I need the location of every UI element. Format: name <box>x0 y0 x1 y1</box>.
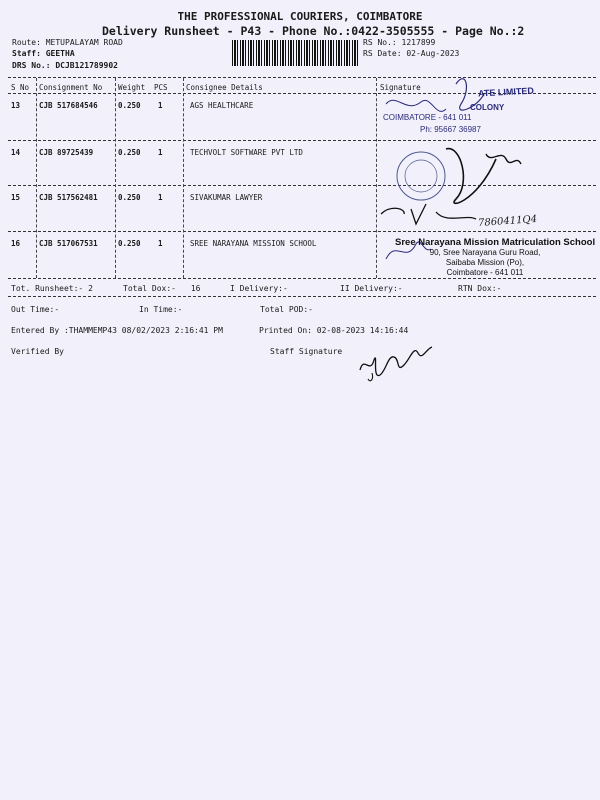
col-header-signature: Signature <box>380 83 421 92</box>
table-row-weight: 0.250 <box>118 148 141 157</box>
col-header-pcs: PCS <box>154 83 168 92</box>
route-value: METUPALAYAM ROAD <box>45 38 123 47</box>
rs-no-row <box>363 38 435 47</box>
table-row-weight: 0.250 <box>118 193 141 202</box>
col-header-consignee: Consignee Details <box>186 83 263 92</box>
school-stamp-addr3: Coimbatore - 641 011 <box>446 268 524 277</box>
school-stamp <box>395 237 596 278</box>
out-time-label: Out Time:- <box>11 305 60 314</box>
handwritten-phone: 7860411Q4 <box>477 213 538 230</box>
staff-value: GEETHA <box>45 49 75 58</box>
table-row-sno: 13 <box>11 101 21 110</box>
school-stamp-name: Sree Narayana Mission Matriculation School <box>395 237 596 248</box>
entered-by: Entered By :THAMMEMP43 08/02/2023 2:16:41 PM <box>11 326 223 335</box>
total-dox <box>123 284 200 293</box>
table-row-sno: 16 <box>11 239 21 248</box>
total-dox-label: Total Dox:- <box>123 284 176 293</box>
table-row-sno: 15 <box>11 193 21 202</box>
drs-label: DRS No.: <box>12 61 51 70</box>
school-stamp-addr2: Saibaba Mission (Po), <box>445 258 525 267</box>
table-row-consignee: AGS HEALTHCARE <box>190 101 254 110</box>
table-row-consignee: SIVAKUMAR LAWYER <box>190 193 263 202</box>
table-row-consignee: TECHVOLT SOFTWARE PVT LTD <box>190 148 303 157</box>
tot-runsheet-value: 2 <box>88 284 93 293</box>
verified-by: Verified By <box>11 347 64 356</box>
total-dox-value: 16 <box>190 284 201 293</box>
totals-rule <box>8 296 596 297</box>
table-row-consignment: CJB 517067531 <box>39 239 98 248</box>
column-divider <box>115 78 116 278</box>
i-delivery-label: I Delivery:- <box>230 284 288 293</box>
table-row-consignment: CJB 517684546 <box>39 101 98 110</box>
rs-date-label: RS Date: <box>363 49 402 58</box>
table-row-weight: 0.250 <box>118 101 141 110</box>
table-row-sno: 14 <box>11 148 21 157</box>
route-row <box>12 38 123 47</box>
barcode <box>232 40 360 66</box>
col-header-consignment: Consignment No <box>39 83 103 92</box>
table-row-pcs: 1 <box>158 239 163 248</box>
table-row-pcs: 1 <box>158 193 163 202</box>
tot-runsheet-label: Tot. Runsheet:- <box>11 284 84 293</box>
table-row-pcs: 1 <box>158 148 163 157</box>
table-row-consignment: CJB 89725439 <box>39 148 94 157</box>
table-row-weight: 0.250 <box>118 239 141 248</box>
drs-row <box>12 61 118 70</box>
route-label: Route: <box>12 38 41 47</box>
total-pod-label: Total POD:- <box>260 305 313 314</box>
staff-row <box>12 49 75 58</box>
company-stamp-name: ATE LIMITED <box>477 85 535 99</box>
company-stamp-colony: COLONY <box>470 103 505 112</box>
table-row-pcs: 1 <box>158 101 163 110</box>
staff-label: Staff: <box>12 49 41 58</box>
rs-no-value: 1217899 <box>401 38 436 47</box>
rs-no-label: RS No.: <box>363 38 397 47</box>
col-header-sno: S No <box>11 83 30 92</box>
rtn-dox-label: RTN Dox:- <box>458 284 502 293</box>
staff-signature-label: Staff Signature <box>270 347 343 356</box>
table-row-consignee: SREE NARAYANA MISSION SCHOOL <box>190 239 317 248</box>
rs-date-value: 02-Aug-2023 <box>406 49 460 58</box>
table-row-consignment: CJB 517562481 <box>39 193 98 202</box>
tot-runsheet <box>11 284 93 293</box>
company-stamp-city: COIMBATORE - 641 011 <box>383 113 472 122</box>
printed-on: Printed On: 02-08-2023 14:16:44 <box>259 326 409 335</box>
drs-value: DCJB121789902 <box>55 61 118 70</box>
col-header-weight: Weight <box>118 83 146 92</box>
runsheet-subtitle: Delivery Runsheet - P43 - Phone No.:0422-3505555 - Page No.:2 <box>102 24 525 38</box>
ii-delivery-label: II Delivery:- <box>340 284 403 293</box>
company-stamp-phone: Ph: 95667 36987 <box>420 125 481 134</box>
in-time-label: In Time:- <box>139 305 183 314</box>
company-title: THE PROFESSIONAL COURIERS, COIMBATORE <box>177 10 423 23</box>
column-divider <box>183 78 184 278</box>
rs-date-row <box>363 49 459 58</box>
staff-signature-scribble <box>352 335 442 385</box>
school-stamp-addr1: 90, Sree Narayana Guru Road, <box>429 248 541 257</box>
column-divider <box>36 78 37 278</box>
